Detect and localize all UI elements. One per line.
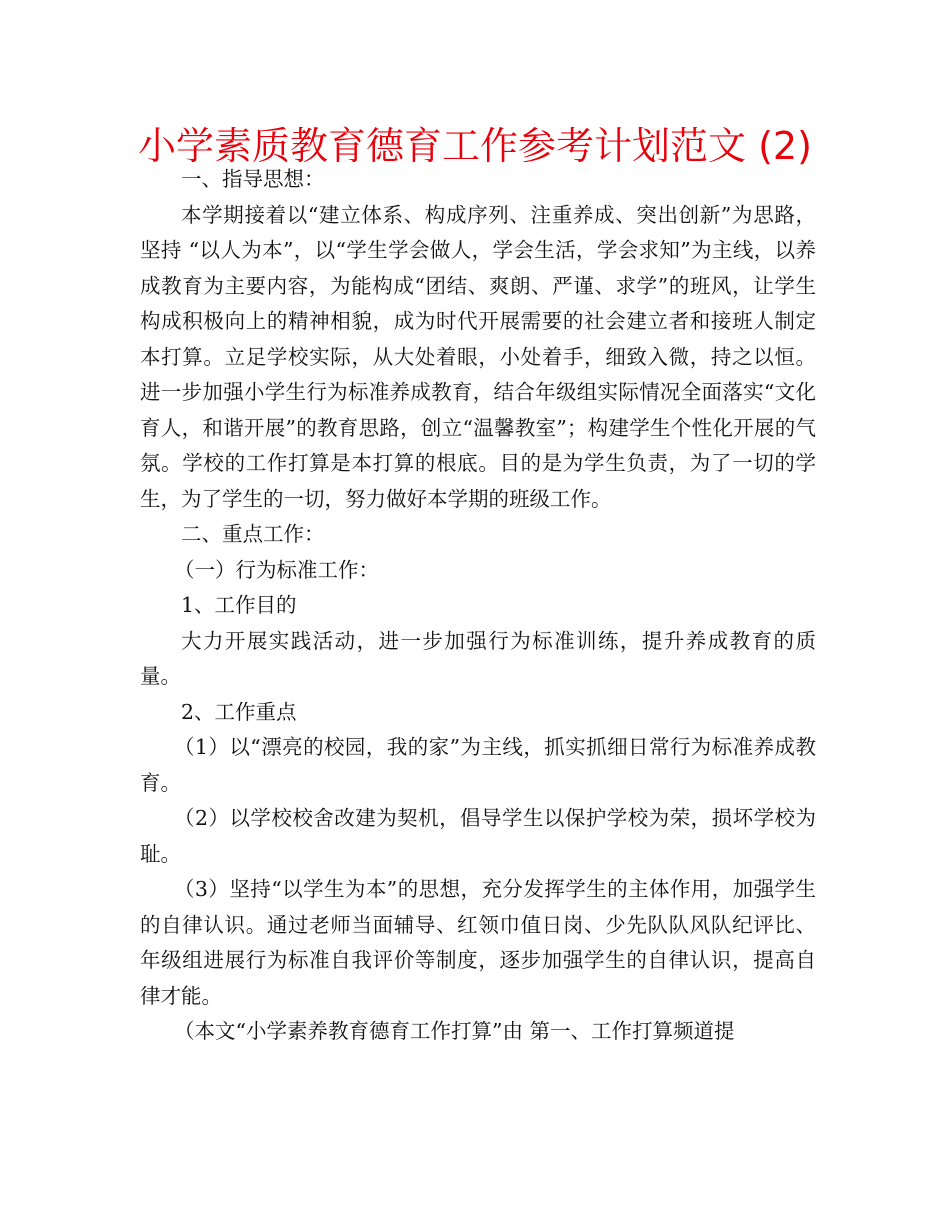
section-heading-key-work: 二、重点工作：: [181, 522, 325, 546]
document-title: 小学素质教育德育工作参考计划范文 (2): [138, 124, 812, 168]
document-body: [140, 162, 816, 1050]
paragraph-focus-1: （1）以“漂亮的校园，我的家”为主线，抓实抓细日常行为标准养成教育。: [140, 735, 816, 795]
paragraph-guiding-ideology: 本学期接着以“建立体系、构成序列、注重养成、突出创新”为思路，坚持 “以人为本”，以“学生学会做人，学会生活，学会求知”为主线，以养成教育为主要内容，为能构成“团结、爽朗、严谨、求学”的班风，让学生构成积极向上的精神相貌，成为时代开展需要的社会建立者和接班人制定本打算。立足学校实际，从大处着眼，小处着手，细致入微，持之以恒。进一步加强小学生行为标准养成教育，结合年级组实际情况全面落实“文化育人，和谐开展”的教育思路，创立“温馨教室”；构建学生个性化开展的气氛。学校的工作打算是本打算的根底。目的是为学生负责，为了一切的学生，为了学生的一切，努力做好本学期的班级工作。: [140, 202, 816, 511]
paragraph-focus-3: （3）坚持“以学生为本”的思想，充分发挥学生的主体作用，加强学生的自律认识。通过老师当面辅导、红领巾值日岗、少先队队风队纪评比、年级组进展行为标准自我评价等制度，逐步加强学生的自律认识，提高自律才能。: [140, 877, 816, 1008]
paragraph-source-note: （本文“小学素养教育德育工作打算”由 第一、工作打算频道提: [174, 1019, 735, 1043]
section-heading-guiding-ideology: 一、指导思想：: [181, 167, 325, 191]
paragraph-work-goal: 大力开展实践活动，进一步加强行为标准训练，提升养成教育的质量。: [140, 628, 816, 688]
paragraph-focus-2: （2）以学校校舍改建为契机，倡导学生以保护学校为荣，损坏学校为耻。: [140, 806, 816, 866]
item-heading-work-focus: 2、工作重点: [181, 699, 297, 724]
item-heading-work-goal: 1、工作目的: [181, 593, 297, 617]
subsection-heading-behavior-standards: （一）行为标准工作：: [174, 557, 379, 582]
